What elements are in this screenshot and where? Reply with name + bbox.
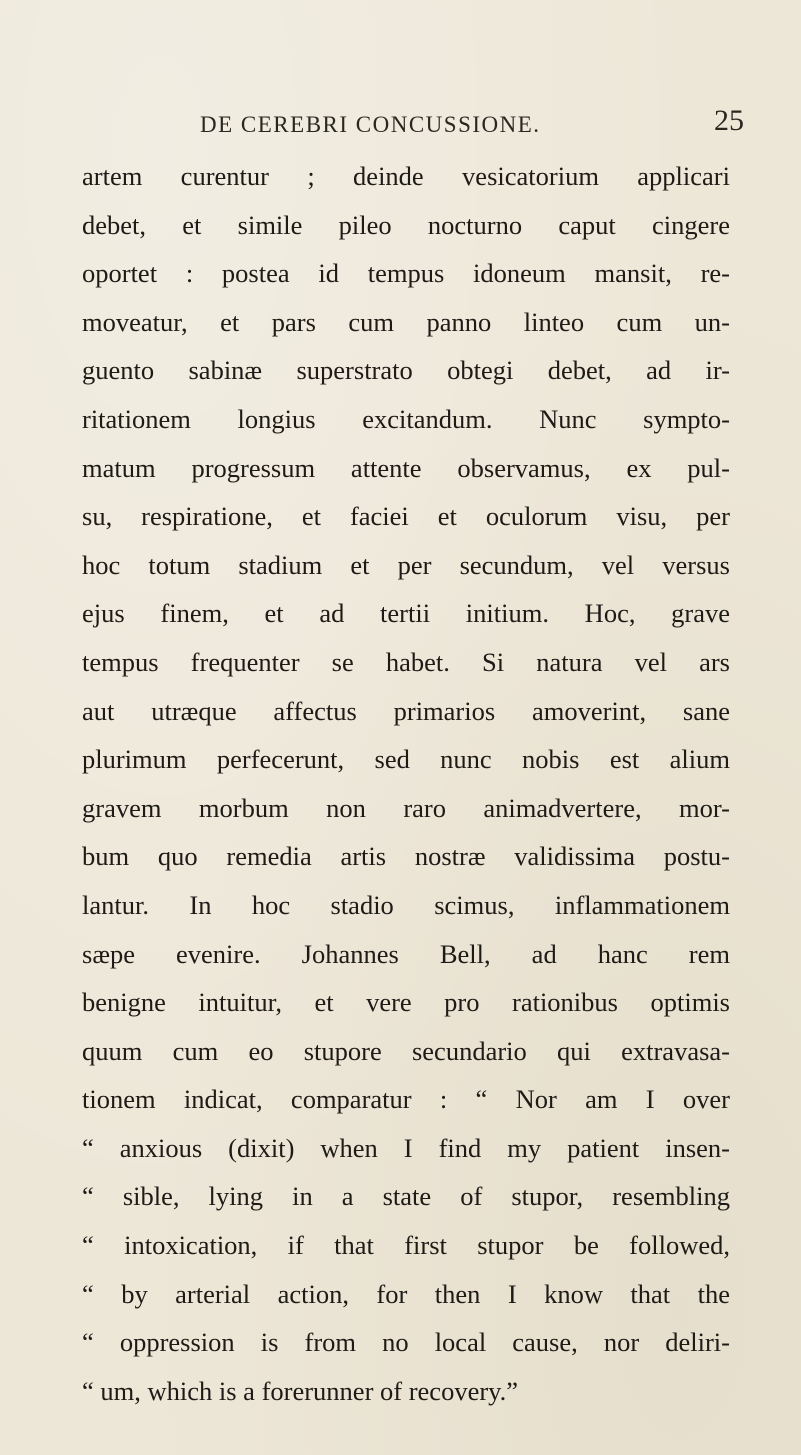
text-line: tempus frequenter se habet. Si natura vel ars [82,646,730,677]
text-line: guento sabinæ superstrato obtegi debet, ad ir- [82,355,730,386]
text-line: bum quo remedia artis nostræ validissima postu- [82,841,730,872]
text-line: debet, et simile pileo nocturno caput cingere [82,209,730,240]
quote-line: “ oppression is from no local cause, nor deliri- [82,1327,730,1358]
text-line: su, respiratione, et faciei et oculorum visu, per [82,501,730,532]
text-line: plurimum perfecerunt, sed nunc nobis est alium [82,744,730,775]
text-line: benigne intuitur, et vere pro rationibus optimis [82,987,730,1018]
text-line: moveatur, et pars cum panno linteo cum un- [82,306,730,337]
text-line: matum progressum attente observamus, ex pul- [82,452,730,483]
quote-line: “ um, which is a forerunner of recovery.” [82,1375,519,1406]
text-line: artem curentur ; deinde vesicatorium applicari [82,161,730,191]
quote-line: “ sible, lying in a state of stupor, resembling [82,1181,730,1212]
quote-line: “ anxious (dixit) when I find my patient insen- [82,1132,730,1163]
text-line: oportet : postea id tempus idoneum mansit, re- [82,258,730,289]
quote-line: “ intoxication, if that first stupor be followed, [82,1230,730,1261]
text-line: ejus finem, et ad tertii initium. Hoc, grave [82,598,730,629]
running-title: DE CEREBRI CONCUSSIONE. [200,112,541,137]
text-line: sæpe evenire. Johannes Bell, ad hanc rem [82,938,730,969]
text-line: gravem morbum non raro animadvertere, mor- [82,792,730,823]
text-line: lantur. In hoc stadio scimus, inflammationem [82,889,730,920]
quote-line: “ by arterial action, for then I know that the [82,1278,730,1309]
text-line: hoc totum stadium et per secundum, vel versus [82,549,730,580]
text-line: quum cum eo stupore secundario qui extravasa- [82,1035,730,1066]
text-line: aut utræque affectus primarios amoverint, sane [82,695,730,726]
text-line: tionem indicat, comparatur : “ Nor am I over [82,1084,730,1115]
text-line: ritationem longius excitandum. Nunc sympto- [82,403,730,434]
body-text [82,152,730,1415]
page-number: 25 [714,104,744,137]
